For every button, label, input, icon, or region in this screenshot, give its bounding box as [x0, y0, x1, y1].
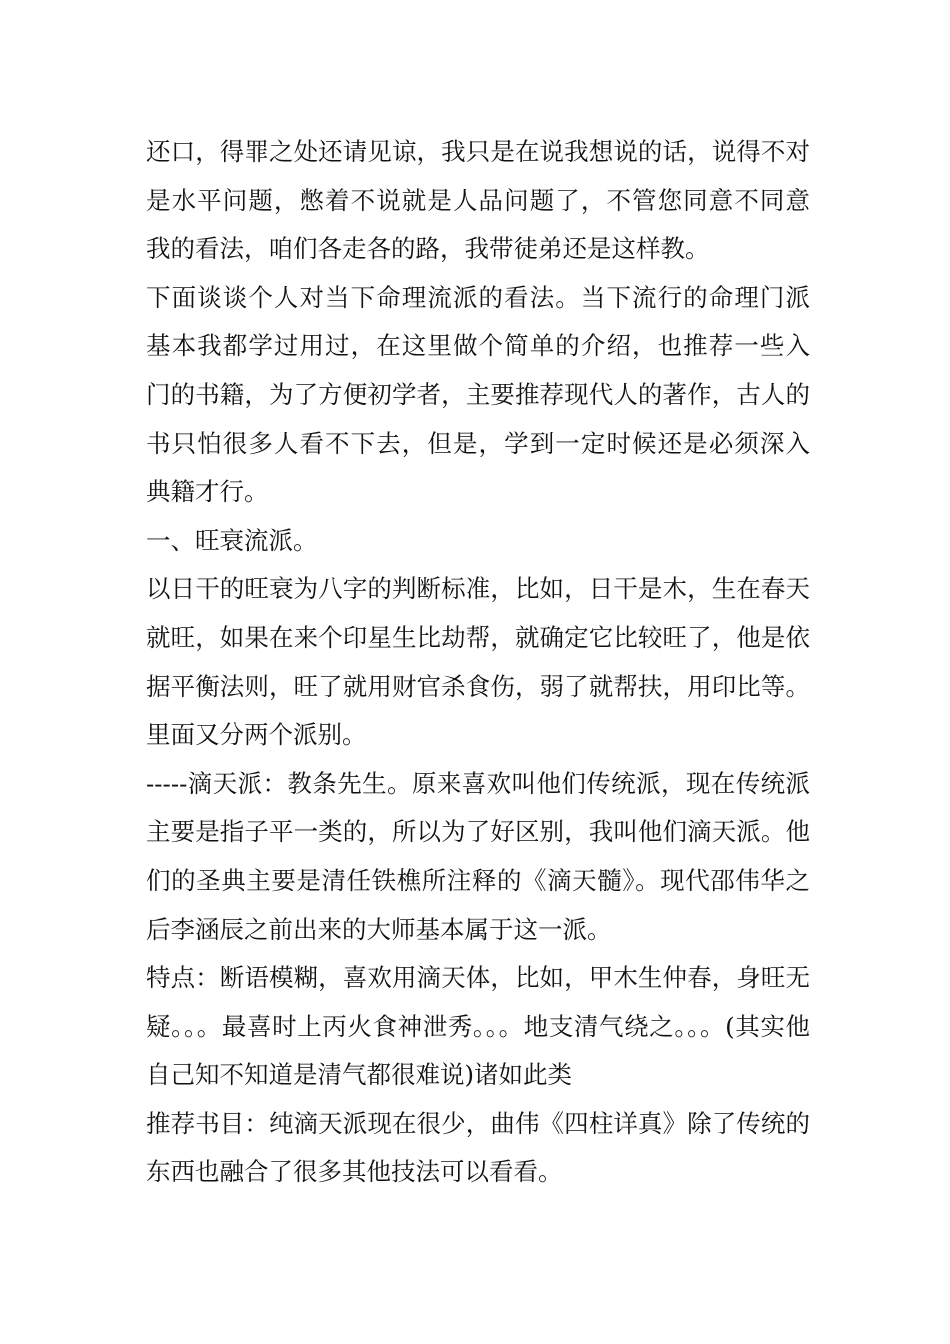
body-text	[146, 128, 810, 1197]
text-line: 推荐书目：纯滴天派现在很少，曲伟《四柱详真》除了传统的	[146, 1108, 810, 1138]
text-line: 典籍才行。	[146, 477, 269, 507]
text-line: 疑。。。最喜时上丙火食神泄秀。。。地支清气绕之。。。(其实他	[146, 1011, 810, 1041]
text-line: 就旺，如果在来个印星生比劫帮，就确定它比较旺了，他是依	[146, 622, 810, 652]
text-line: 主要是指子平一类的，所以为了好区别，我叫他们滴天派。他	[146, 817, 810, 847]
text-line: 一、旺衰流派。	[146, 525, 318, 555]
text-line: 们的圣典主要是清任铁樵所注释的《滴天髓》。现代邵伟华之	[146, 865, 810, 895]
text-line: 以日干的旺衰为八字的判断标准，比如，日干是木，生在春天	[146, 574, 810, 604]
text-line: 基本我都学过用过，在这里做个简单的介绍，也推荐一些入	[146, 331, 810, 361]
text-line: 东西也融合了很多其他技法可以看看。	[146, 1157, 563, 1187]
text-line: -----滴天派：教条先生。原来喜欢叫他们传统派，现在传统派	[146, 768, 810, 798]
text-line: 下面谈谈个人对当下命理流派的看法。当下流行的命理门派	[146, 282, 810, 312]
text-line: 我的看法，咱们各走各的路，我带徒弟还是这样教。	[146, 234, 710, 264]
text-line: 是水平问题，憋着不说就是人品问题了，不管您同意不同意	[146, 185, 810, 215]
text-line: 门的书籍，为了方便初学者，主要推荐现代人的著作，古人的	[146, 379, 810, 409]
text-line: 特点：断语模糊，喜欢用滴天体，比如，甲木生仲春，身旺无	[146, 963, 810, 993]
text-line: 书只怕很多人看不下去，但是，学到一定时候还是必须深入	[146, 428, 810, 458]
text-line: 里面又分两个派别。	[146, 720, 367, 750]
text-line: 还口，得罪之处还请见谅，我只是在说我想说的话，说得不对	[146, 137, 810, 166]
text-line: 自己知不知道是清气都很难说)诸如此类	[146, 1060, 573, 1090]
text-line: 后李涵辰之前出来的大师基本属于这一派。	[146, 914, 612, 944]
text-line: 据平衡法则，旺了就用财官杀食伤，弱了就帮扶，用印比等。	[146, 671, 810, 701]
